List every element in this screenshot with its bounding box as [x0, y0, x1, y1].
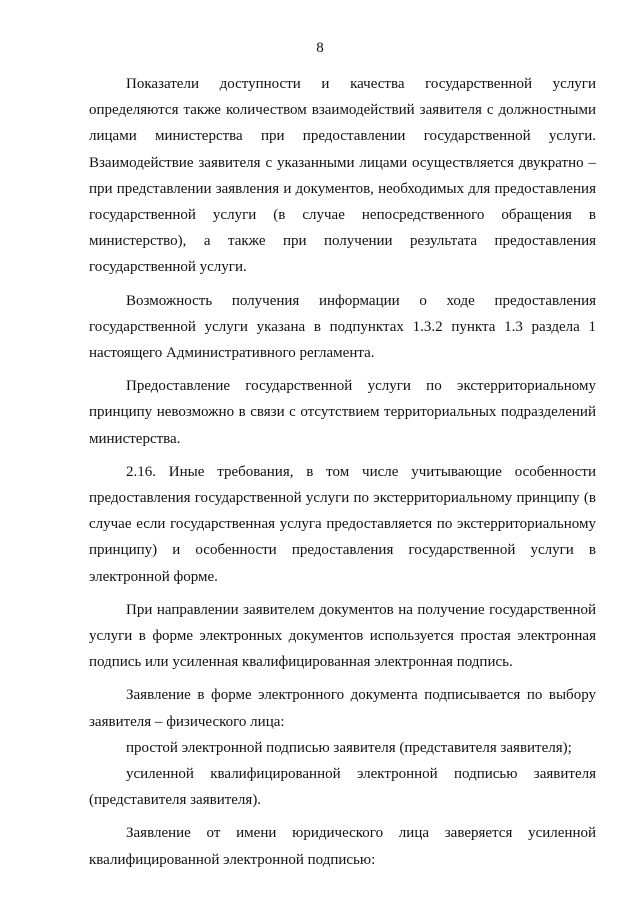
- paragraph-legal-entity-application: Заявление от имени юридического лица заверяется усиленной квалифицированной электронной подписью:: [89, 825, 596, 868]
- paragraph-extraterritorial-principle: Предоставление государственной услуги по экстерриториальному принципу невозможно в связи с отсутствием территориальных подразделений министерства.: [89, 378, 596, 447]
- paragraph-progress-information: Возможность получения информации о ходе предоставления государственной услуги указана в подпунктах 1.3.2 пункта 1.3 раздела 1 настоящего Административного регламента.: [89, 292, 596, 362]
- paragraph-accessibility-indicators: Показатели доступности и качества государственной услуги определяются также количеством взаимодействий заявителя с должностными лицами министерства при предоставлении государственной услуги. Взаимодействие заявителя с указанными лицами осуществляется двукратно – при представлении заявления и документов, необходимых для предоставления государственной услуги (в случае непосредственного обращения в министерство), а также при получении результата предоставления государственной услуги.: [89, 76, 596, 276]
- paragraph-section-2-16: 2.16. Иные требования, в том числе учитывающие особенности предоставления государственной услуги по экстерриториальному принципу (в случае если государственная услуга предоставляется по экстерриториальному принципу) и особенности предоставления государственной услуги в электронной форме.: [89, 463, 596, 585]
- paragraph-electronic-signature: При направлении заявителем документов на получение государственной услуги в форме электронных документов используется простая электронная подпись или усиленная квалифицированная электронная подпись.: [89, 601, 596, 671]
- paragraph-simple-signature: простой электронной подписью заявителя (представителя заявителя);: [126, 739, 572, 756]
- page-number: 8: [316, 40, 324, 56]
- paragraph-qualified-signature: усиленной квалифицированной электронной подписью заявителя (представителя заявителя).: [89, 766, 596, 809]
- paragraph-application-signing: Заявление в форме электронного документа подписывается по выбору заявителя – физического лица:: [89, 687, 596, 730]
- document-body: [89, 71, 596, 873]
